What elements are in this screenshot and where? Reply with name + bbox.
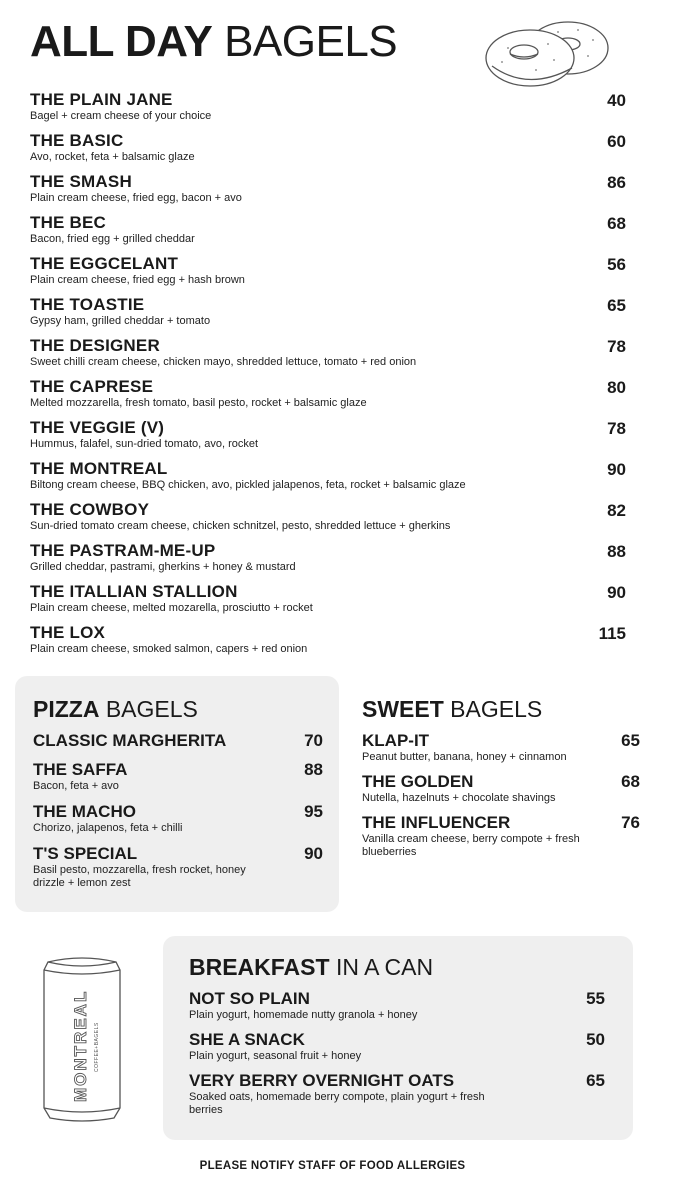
can-item [189, 1071, 605, 1117]
can-item-price: 65 [586, 1071, 605, 1090]
menu-item [30, 254, 630, 295]
sweet-item [362, 731, 640, 764]
menu-item-price: 68 [607, 214, 626, 233]
menu-item-name: THE CAPRESE [30, 377, 154, 396]
menu-item-desc: Melted mozzarella, fresh tomato, basil pesto, rocket + balsamic glaze [30, 397, 367, 409]
can-item-price: 50 [586, 1030, 605, 1049]
menu-item-desc: Hummus, falafel, sun-dried tomato, avo, rocket [30, 438, 259, 450]
pizza-item-desc: Basil pesto, mozzarella, fresh rocket, honey drizzle + lemon zest [33, 864, 246, 889]
menu-item-desc: Plain cream cheese, fried egg + hash brown [30, 274, 245, 286]
menu-item [30, 582, 630, 623]
can-item-desc: Plain yogurt, seasonal fruit + honey [189, 1050, 362, 1062]
menu-item-name: THE BEC [30, 213, 107, 232]
title-bold: ALL DAY [30, 17, 213, 66]
main-menu-list [30, 90, 630, 664]
menu-item-desc: Sun-dried tomato cream cheese, chicken schnitzel, pesto, shredded lettuce + gherkins [30, 520, 451, 532]
menu-item-name: THE VEGGIE (V) [30, 418, 165, 437]
menu-item-price: 88 [607, 542, 626, 561]
menu-item [30, 90, 630, 131]
bagel-illustration-icon [478, 14, 613, 88]
sweet-bagels-section [362, 698, 640, 867]
can-item-name: VERY BERRY OVERNIGHT OATS [189, 1071, 455, 1090]
menu-item-name: THE SMASH [30, 172, 132, 191]
pizza-list [33, 731, 323, 890]
menu-item [30, 213, 630, 254]
pizza-item-price: 70 [304, 731, 323, 750]
sweet-item [362, 813, 640, 859]
menu-item [30, 131, 630, 172]
menu-item-name: THE BASIC [30, 131, 124, 150]
pizza-item-name: THE MACHO [33, 802, 136, 821]
menu-item-name: THE LOX [30, 623, 106, 642]
menu-item-price: 60 [607, 132, 626, 151]
menu-item-desc: Bacon, fried egg + grilled cheddar [30, 233, 195, 245]
pizza-item [33, 844, 323, 890]
menu-item [30, 500, 630, 541]
pizza-item [33, 760, 323, 793]
sweet-item-price: 76 [621, 813, 640, 832]
menu-item-price: 56 [607, 255, 626, 274]
menu-item [30, 172, 630, 213]
can-brand-sub: COFFEE+BAGELS [94, 1022, 100, 1072]
menu-item-price: 40 [607, 91, 626, 110]
allergy-notice: PLEASE NOTIFY STAFF OF FOOD ALLERGIES [199, 1160, 466, 1172]
can-section-title: BREAKFAST IN A CAN [189, 954, 434, 980]
can-item-price: 55 [586, 989, 605, 1008]
pizza-item [33, 802, 323, 835]
sweet-item-name: THE INFLUENCER [362, 813, 511, 832]
menu-item-name: THE TOASTIE [30, 295, 145, 314]
breakfast-can-panel [163, 936, 633, 1140]
menu-item-name: THE PASTRAM-ME-UP [30, 541, 216, 560]
menu-item [30, 418, 630, 459]
can-illustration-icon [38, 952, 126, 1124]
pizza-item [33, 731, 323, 751]
pizza-bagels-panel [15, 676, 339, 912]
sweet-item [362, 772, 640, 805]
sweet-item-desc: Nutella, hazelnuts + chocolate shavings [362, 792, 556, 804]
title-light: BAGELS [224, 17, 398, 66]
sweet-section-title: SWEET BAGELS [362, 696, 543, 722]
menu-item-name: THE EGGCELANT [30, 254, 179, 273]
can-item [189, 989, 605, 1022]
can-item-desc: Soaked oats, homemade berry compote, plain yogurt + fresh berries [189, 1091, 485, 1116]
menu-item-desc: Grilled cheddar, pastrami, gherkins + honey & mustard [30, 561, 296, 573]
pizza-item-name: THE SAFFA [33, 760, 128, 779]
menu-item [30, 377, 630, 418]
sweet-list [362, 731, 640, 859]
menu-item-name: THE DESIGNER [30, 336, 160, 355]
can-item-name: NOT SO PLAIN [189, 989, 310, 1008]
pizza-item-price: 90 [304, 844, 323, 863]
sweet-item-price: 68 [621, 772, 640, 791]
menu-item-price: 80 [607, 378, 626, 397]
menu-item-price: 82 [607, 501, 626, 520]
menu-item-price: 78 [607, 337, 626, 356]
can-item-desc: Plain yogurt, homemade nutty granola + honey [189, 1009, 418, 1021]
menu-item [30, 459, 630, 500]
menu-item-desc: Bagel + cream cheese of your choice [30, 110, 212, 122]
sweet-item-name: THE GOLDEN [362, 772, 474, 791]
menu-item [30, 295, 630, 336]
menu-item-price: 90 [607, 460, 626, 479]
menu-item-desc: Gypsy ham, grilled cheddar + tomato [30, 315, 211, 327]
menu-item-desc: Biltong cream cheese, BBQ chicken, avo, pickled jalapenos, feta, rocket + balsamic glaze [30, 479, 466, 491]
pizza-item-name: T'S SPECIAL [33, 844, 138, 863]
menu-item-desc: Avo, rocket, feta + balsamic glaze [30, 151, 195, 163]
sweet-item-desc: Vanilla cream cheese, berry compote + fresh blueberries [362, 833, 580, 858]
menu-item-desc: Plain cream cheese, smoked salmon, capers + red onion [30, 643, 308, 655]
menu-item-price: 90 [607, 583, 626, 602]
menu-item [30, 623, 630, 664]
pizza-item-desc: Bacon, feta + avo [33, 780, 119, 792]
menu-item-name: THE COWBOY [30, 500, 150, 519]
menu-item-desc: Plain cream cheese, melted mozarella, prosciutto + rocket [30, 602, 313, 614]
menu-item [30, 541, 630, 582]
menu-item-price: 78 [607, 419, 626, 438]
can-brand-main: MONTREAL [71, 989, 90, 1102]
sweet-item-desc: Peanut butter, banana, honey + cinnamon [362, 751, 567, 763]
menu-item-name: THE PLAIN JANE [30, 90, 173, 109]
can-item-name: SHE A SNACK [189, 1030, 305, 1049]
menu-item-desc: Sweet chilli cream cheese, chicken mayo, shredded lettuce, tomato + red onion [30, 356, 417, 368]
sweet-item-name: KLAP-IT [362, 731, 430, 750]
sweet-item-price: 65 [621, 731, 640, 750]
menu-item-desc: Plain cream cheese, fried egg, bacon + avo [30, 192, 242, 204]
menu-item-price: 86 [607, 173, 626, 192]
pizza-item-price: 88 [304, 760, 323, 779]
menu-item-price: 115 [598, 624, 626, 643]
menu-item-name: THE MONTREAL [30, 459, 168, 478]
pizza-item-name: CLASSIC MARGHERITA [33, 731, 227, 750]
menu-item-price: 65 [607, 296, 626, 315]
can-item [189, 1030, 605, 1063]
pizza-item-desc: Chorizo, jalapenos, feta + chilli [33, 822, 183, 834]
can-list [189, 989, 605, 1117]
page-title [30, 17, 398, 66]
pizza-section-title: PIZZA BAGELS [33, 696, 198, 722]
pizza-item-price: 95 [304, 802, 323, 821]
menu-item [30, 336, 630, 377]
menu-item-name: THE ITALLIAN STALLION [30, 582, 238, 601]
